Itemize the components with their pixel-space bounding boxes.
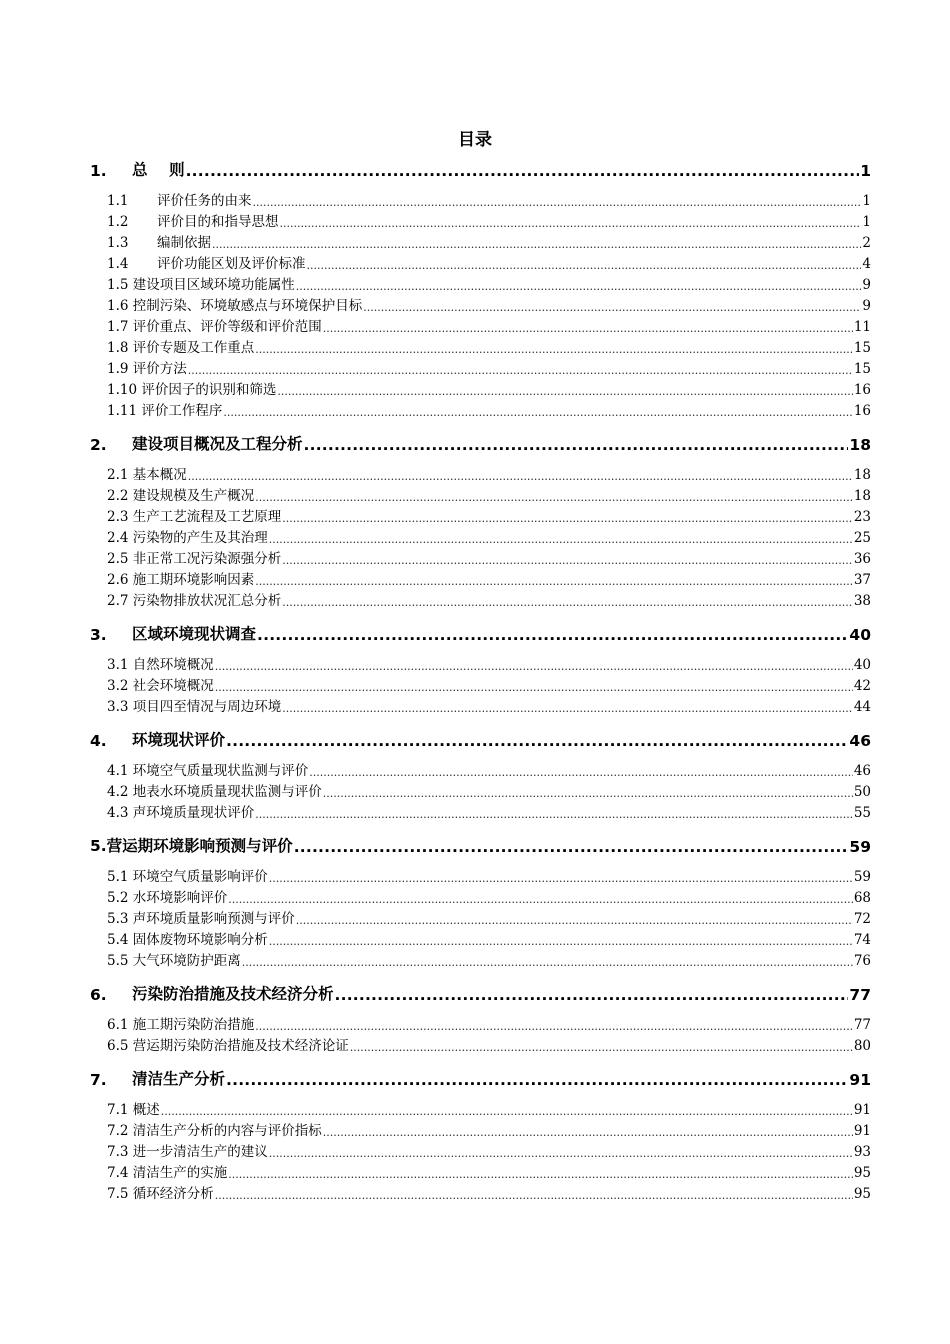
toc-subsection-entry[interactable] <box>107 251 871 272</box>
subsection-number: 1.2 <box>107 214 129 230</box>
subsection-number: 7.1 <box>107 1102 133 1118</box>
toc-subsection-entry[interactable] <box>107 652 871 673</box>
chapter-page-number: 59 <box>849 838 871 856</box>
subsection-page-number: 91 <box>853 1123 871 1139</box>
subsection-page-number: 1 <box>862 193 871 209</box>
subsection-title: 评价因子的识别和筛选 <box>141 382 277 398</box>
chapter-number: 6. <box>90 986 107 1004</box>
subsection-number: 1.8 <box>107 340 133 356</box>
chapter-title: 建设项目概况及工程分析 <box>132 435 303 453</box>
subsection-page-number: 95 <box>853 1186 871 1202</box>
subsection-title: 建设规模及生产概况 <box>132 488 255 504</box>
dot-leader <box>257 626 848 644</box>
subsection-page-number: 2 <box>862 235 871 251</box>
dot-leader <box>255 808 853 821</box>
subsection-number: 5.3 <box>107 911 133 927</box>
subsection-number: 2.3 <box>107 509 133 525</box>
subsection-page-number: 59 <box>853 869 871 885</box>
subsection-title: 建设项目区域环境功能属性 <box>132 277 295 293</box>
subsection-number: 2.2 <box>107 488 133 504</box>
dot-leader <box>188 470 853 483</box>
subsection-title: 非正常工况污染源强分析 <box>132 551 282 567</box>
subsection-title: 施工期环境影响因素 <box>132 572 255 588</box>
dot-leader <box>277 385 852 398</box>
toc-subsection-entry[interactable] <box>107 209 871 230</box>
dot-leader <box>296 280 862 293</box>
subsection-page-number: 9 <box>862 277 871 293</box>
subsection-title: 评价重点、评价等级和评价范围 <box>132 319 322 335</box>
subsection-number: 1.10 <box>107 382 142 398</box>
toc-subsection-entry[interactable] <box>107 885 871 906</box>
chapter-number: 3. <box>90 626 107 644</box>
subsection-page-number: 74 <box>853 932 871 948</box>
subsection-title: 评价目的和指导思想 <box>157 214 279 230</box>
subsection-page-number: 46 <box>853 763 871 779</box>
toc-subsection-entry[interactable] <box>107 314 871 335</box>
chapter-title: 总 则 <box>132 161 185 179</box>
section-spacer <box>90 609 871 619</box>
subsection-number: 5.4 <box>107 932 133 948</box>
dot-leader <box>228 1168 853 1181</box>
subsection-number: 5.2 <box>107 890 133 906</box>
subsection-number: 6.5 <box>107 1038 133 1054</box>
toc-chapter-entry[interactable] <box>90 831 871 856</box>
dot-leader <box>335 986 849 1004</box>
toc-subsection-entry[interactable] <box>107 546 871 567</box>
subsection-number: 4.3 <box>107 805 133 821</box>
subsection-page-number: 42 <box>853 678 871 694</box>
subsection-page-number: 18 <box>853 488 871 504</box>
dot-leader <box>223 406 852 419</box>
dot-leader <box>323 787 853 800</box>
subsection-title: 概述 <box>132 1102 160 1118</box>
toc-subsection-entry[interactable] <box>107 230 871 251</box>
subsection-title: 清洁生产分析的内容与评价指标 <box>132 1123 322 1139</box>
subsection-title: 生产工艺流程及工艺原理 <box>132 509 282 525</box>
toc-subsection-entry[interactable] <box>107 272 871 293</box>
dot-leader <box>255 1020 853 1033</box>
toc-subsection-entry[interactable] <box>107 673 871 694</box>
chapter-page-number: 46 <box>849 732 871 750</box>
subsection-number: 1.1 <box>107 193 129 209</box>
subsection-title: 污染物的产生及其治理 <box>132 530 268 546</box>
subsection-number: 1.3 <box>107 235 129 251</box>
subsection-page-number: 50 <box>853 784 871 800</box>
dot-leader <box>296 914 853 927</box>
section-spacer <box>90 419 871 429</box>
dot-leader <box>255 343 853 356</box>
section-spacer <box>90 1054 871 1064</box>
dot-leader <box>269 1147 853 1160</box>
toc-subsection-entry[interactable] <box>107 1097 871 1118</box>
subsection-number: 3.1 <box>107 657 133 673</box>
subsection-title: 水环境影响评价 <box>132 890 228 906</box>
toc-section <box>90 619 871 725</box>
toc-subsection-entry[interactable] <box>107 356 871 377</box>
subsection-title: 环境空气质量影响评价 <box>132 869 268 885</box>
dot-leader <box>255 575 853 588</box>
dot-leader <box>280 217 862 230</box>
subsection-number: 1.5 <box>107 277 133 293</box>
subsection-title: 自然环境概况 <box>132 657 214 673</box>
subsection-number: 1.7 <box>107 319 133 335</box>
subsection-page-number: 72 <box>853 911 871 927</box>
toc-subsection-entry[interactable] <box>107 462 871 483</box>
subsection-page-number: 38 <box>853 593 871 609</box>
toc-subsection-entry[interactable] <box>107 504 871 525</box>
subsection-page-number: 80 <box>853 1038 871 1054</box>
chapter-number: 2. <box>90 436 107 454</box>
toc-subsection-entry[interactable] <box>107 567 871 588</box>
dot-leader <box>188 364 853 377</box>
subsection-number: 7.5 <box>107 1186 133 1202</box>
dot-leader <box>304 436 849 454</box>
toc-chapter-entry[interactable] <box>90 155 871 180</box>
subsection-title: 编制依据 <box>157 235 211 251</box>
toc-subsection-entry[interactable] <box>107 948 871 969</box>
toc-subsection-entry[interactable] <box>107 1012 871 1033</box>
toc-subsection-entry[interactable] <box>107 906 871 927</box>
toc-subsection-entry[interactable] <box>107 398 871 419</box>
subsection-page-number: 44 <box>853 699 871 715</box>
subsection-page-number: 25 <box>853 530 871 546</box>
toc-chapter-entry[interactable] <box>90 619 871 644</box>
subsection-title: 评价功能区划及评价标准 <box>157 256 306 272</box>
chapter-title: 清洁生产分析 <box>132 1070 226 1088</box>
subsection-number: 6.1 <box>107 1017 133 1033</box>
subsection-page-number: 4 <box>862 256 871 272</box>
subsection-title: 评价任务的由来 <box>157 193 252 209</box>
toc-subsection-entry[interactable] <box>107 483 871 504</box>
subsection-page-number: 37 <box>853 572 871 588</box>
subsection-title: 污染物排放状况汇总分析 <box>132 593 282 609</box>
dot-leader <box>226 1071 848 1089</box>
table-of-contents <box>90 155 871 1212</box>
dot-leader <box>309 766 853 779</box>
subsection-title: 项目四至情况与周边环境 <box>132 699 282 715</box>
subsection-title: 基本概况 <box>132 467 187 483</box>
subsection-title: 施工期污染防治措施 <box>132 1017 255 1033</box>
subsection-title: 进一步清洁生产的建议 <box>132 1144 268 1160</box>
subsection-title: 控制污染、环境敏感点与环境保护目标 <box>132 298 363 314</box>
subsection-title: 循环经济分析 <box>132 1186 214 1202</box>
section-spacer <box>90 1202 871 1212</box>
dot-leader <box>282 554 853 567</box>
subsection-page-number: 9 <box>862 298 871 314</box>
chapter-title: 区域环境现状调查 <box>132 625 257 643</box>
subsection-number: 3.3 <box>107 699 133 715</box>
subsection-number: 5.1 <box>107 869 133 885</box>
subsection-title: 评价工作程序 <box>141 403 223 419</box>
subsection-number: 7.2 <box>107 1123 133 1139</box>
toc-subsection-entry[interactable] <box>107 1181 871 1202</box>
chapter-page-number: 1 <box>860 162 871 180</box>
subsection-page-number: 40 <box>853 657 871 673</box>
subsection-number: 4.1 <box>107 763 133 779</box>
dot-leader <box>215 660 853 673</box>
subsection-page-number: 68 <box>853 890 871 906</box>
subsection-number: 2.5 <box>107 551 133 567</box>
subsection-title: 环境空气质量现状监测与评价 <box>132 763 309 779</box>
chapter-page-number: 91 <box>849 1071 871 1089</box>
subsection-number: 1.6 <box>107 298 133 314</box>
toc-subsection-entry[interactable] <box>107 188 871 209</box>
subsection-number: 1.9 <box>107 361 133 377</box>
subsection-page-number: 91 <box>853 1102 871 1118</box>
toc-subsection-entry[interactable] <box>107 1118 871 1139</box>
dot-leader <box>186 162 860 180</box>
subsection-number: 1.4 <box>107 256 129 272</box>
chapter-number: 1. <box>90 162 107 180</box>
dot-leader <box>363 301 861 314</box>
subsection-number: 4.2 <box>107 784 133 800</box>
dot-leader <box>228 893 853 906</box>
chapter-page-number: 77 <box>849 986 871 1004</box>
toc-subsection-entry[interactable] <box>107 1139 871 1160</box>
subsection-number: 2.7 <box>107 593 133 609</box>
subsection-number: 1.11 <box>107 403 142 419</box>
toc-chapter-entry[interactable] <box>90 725 871 750</box>
dot-leader <box>269 935 853 948</box>
dot-leader <box>282 702 853 715</box>
dot-leader <box>269 533 853 546</box>
subsection-number: 2.1 <box>107 467 133 483</box>
toc-chapter-entry[interactable] <box>90 429 871 454</box>
subsection-title: 社会环境概况 <box>132 678 214 694</box>
toc-subsection-entry[interactable] <box>107 800 871 821</box>
subsection-page-number: 11 <box>853 319 871 335</box>
subsection-number: 3.2 <box>107 678 133 694</box>
subsection-title: 固体废物环境影响分析 <box>132 932 268 948</box>
toc-chapter-entry[interactable] <box>90 979 871 1004</box>
subsection-page-number: 95 <box>853 1165 871 1181</box>
dot-leader <box>350 1041 853 1054</box>
section-spacer <box>90 821 871 831</box>
toc-subsection-entry[interactable] <box>107 525 871 546</box>
dot-leader <box>253 196 862 209</box>
toc-subsection-entry[interactable] <box>107 588 871 609</box>
toc-section <box>90 979 871 1064</box>
dot-leader <box>323 322 853 335</box>
dot-leader <box>212 238 861 251</box>
subsection-page-number: 1 <box>862 214 871 230</box>
dot-leader <box>307 259 862 272</box>
subsection-number: 7.3 <box>107 1144 133 1160</box>
dot-leader <box>255 491 853 504</box>
toc-section <box>90 1064 871 1212</box>
section-spacer <box>90 715 871 725</box>
subsection-page-number: 23 <box>853 509 871 525</box>
toc-section <box>90 831 871 979</box>
subsection-title: 声环境质量影响预测与评价 <box>132 911 295 927</box>
subsection-page-number: 18 <box>853 467 871 483</box>
dot-leader <box>215 1189 853 1202</box>
toc-subsection-entry[interactable] <box>107 694 871 715</box>
subsection-page-number: 15 <box>853 340 871 356</box>
toc-chapter-entry[interactable] <box>90 1064 871 1089</box>
chapter-number: 7. <box>90 1071 107 1089</box>
chapter-page-number: 18 <box>849 436 871 454</box>
subsection-number: 2.4 <box>107 530 133 546</box>
subsection-page-number: 93 <box>853 1144 871 1160</box>
subsection-page-number: 15 <box>853 361 871 377</box>
subsection-page-number: 36 <box>853 551 871 567</box>
dot-leader <box>323 1126 853 1139</box>
subsection-title: 营运期污染防治措施及技术经济论证 <box>132 1038 349 1054</box>
toc-subsection-entry[interactable] <box>107 335 871 356</box>
subsection-page-number: 16 <box>853 382 871 398</box>
toc-section <box>90 155 871 429</box>
subsection-title: 声环境质量现状评价 <box>132 805 255 821</box>
section-spacer <box>90 969 871 979</box>
dot-leader <box>294 838 849 856</box>
toc-section <box>90 725 871 831</box>
subsection-number: 5.5 <box>107 953 133 969</box>
subsection-title: 清洁生产的实施 <box>132 1165 228 1181</box>
toc-subsection-entry[interactable] <box>107 1033 871 1054</box>
chapter-title: 5.营运期环境影响预测与评价 <box>90 837 293 855</box>
dot-leader <box>282 596 853 609</box>
subsection-page-number: 55 <box>853 805 871 821</box>
toc-section <box>90 429 871 619</box>
subsection-title: 评价方法 <box>132 361 187 377</box>
subsection-number: 2.6 <box>107 572 133 588</box>
dot-leader <box>226 732 848 750</box>
toc-subsection-entry[interactable] <box>107 779 871 800</box>
toc-subsection-entry[interactable] <box>107 758 871 779</box>
subsection-title: 评价专题及工作重点 <box>132 340 255 356</box>
chapter-title: 环境现状评价 <box>132 731 226 749</box>
subsection-title: 大气环境防护距离 <box>132 953 241 969</box>
subsection-number: 7.4 <box>107 1165 133 1181</box>
dot-leader <box>242 956 853 969</box>
dot-leader <box>215 681 853 694</box>
subsection-page-number: 16 <box>853 403 871 419</box>
toc-subsection-entry[interactable] <box>107 927 871 948</box>
dot-leader <box>161 1105 853 1118</box>
dot-leader <box>269 872 853 885</box>
dot-leader <box>282 512 853 525</box>
toc-title: 目录 <box>458 130 492 150</box>
chapter-title: 污染防治措施及技术经济分析 <box>132 985 334 1003</box>
toc-subsection-entry[interactable] <box>107 377 871 398</box>
subsection-page-number: 76 <box>853 953 871 969</box>
chapter-page-number: 40 <box>849 626 871 644</box>
toc-subsection-entry[interactable] <box>107 864 871 885</box>
toc-subsection-entry[interactable] <box>107 293 871 314</box>
subsection-page-number: 77 <box>853 1017 871 1033</box>
toc-subsection-entry[interactable] <box>107 1160 871 1181</box>
subsection-title: 地表水环境质量现状监测与评价 <box>132 784 322 800</box>
chapter-number: 4. <box>90 732 107 750</box>
